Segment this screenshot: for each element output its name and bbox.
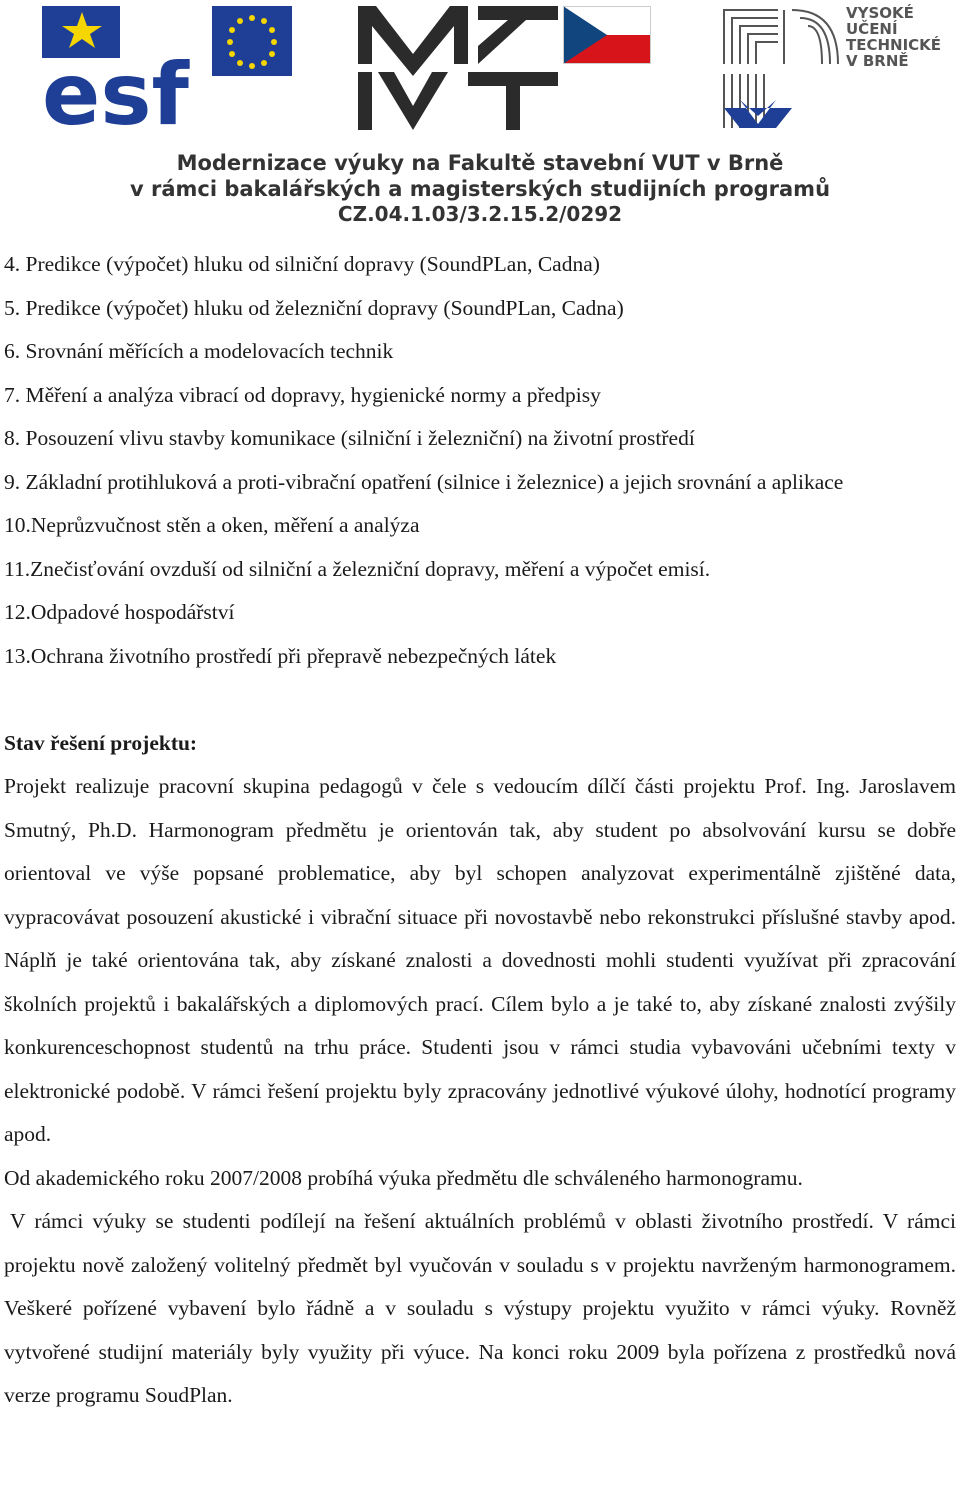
esf-eu-logo [42,6,292,130]
czech-flag-icon [563,6,651,64]
vut-line-2: UČENÍ [846,20,898,38]
esf-text: esf [42,45,189,130]
section-heading: Stav řešení projektu: [4,731,198,755]
list-item: 8. Posouzení vlivu stavby komunikace (silniční i železniční) na životní prostředí [4,426,695,450]
vut-line-1: VYSOKÉ [846,4,914,22]
list-item: 4. Predikce (výpočet) hluku od silniční dopravy (SoundPLan, Cadna) [4,252,600,276]
project-header [0,150,960,226]
paragraph: V rámci výuky se studenti podílejí na řešení aktuálních problémů v oblasti životního prostředí. V rámci projektu nově založený volitelný předmět byl vyučován v souladu s v projektu navrženým harmonogramem. Veškeré pořízené vybavení bylo řádně a v souladu s výstupy projektu využito v rámci výuky. Rovněž vytvořené studijní materiály byly využity při výuce. Na konci roku 2009 byla pořízena z prostředků nová verze programu SoudPlan. [4,1209,956,1407]
paragraph: Od akademického roku 2007/2008 probíhá výuka předmětu dle schváleného harmonogramu. [4,1165,803,1190]
vut-line-4: V BRNĚ [846,52,909,70]
list-item: 5. Predikce (výpočet) hluku od železniční dopravy (SoundPLan, Cadna) [4,295,624,320]
document-body [4,243,956,1418]
list-item: 13.Ochrana životního prostředí při přepravě nebezpečných látek [4,643,557,668]
header-line-3: CZ.04.1.03/3.2.15.2/0292 [337,202,623,226]
list-item: 10.Neprůzvučnost stěn a oken, měření a analýza [4,513,420,537]
list-item: 11.Znečisťování ovzduší od silniční a železniční dopravy, měření a výpočet emisí. [4,556,711,581]
list-item: 12.Odpadové hospodářství [4,600,235,624]
list-item: 9. Základní protihluková a proti-vibrační opatření (silnice i železnice) a jejich srovnání a aplikace [4,469,844,494]
vut-line-3: TECHNICKÉ [846,36,942,54]
vut-brno-logo [718,4,948,134]
list-item: 6. Srovnání měřících a modelovacích technik [4,339,394,363]
paragraph: Projekt realizuje pracovní skupina pedagogů v čele s vedoucím dílčí části projektu Prof. Ing. Jaroslavem Smutný, Ph.D. Harmonogram předmětu je orientován tak, aby student po absolvování kursu se dobře orientoval ve výše popsané problematice, aby byl schopen analyzovat experimentálně zjištěné data, vypracovávat posouzení akustické i vibrační situace při novostavbě nebo rekonstrukci příslušné stavby apod. Náplň je také orientována tak, aby získané znalosti a dovednosti mohli studenti využívat při zpracování školních projektů i bakalářských a diplomových prací. Cílem bylo a je také to, aby získané znalosti zvýšily konkurenceschopnost studentů na trhu práce. Studenti jsou v rámci studia vybavováni učebními texty v elektronické podobě. V rámci řešení projektu byly zpracovány jednotlivé výukové úlohy, hodnotící programy apod. [4,774,956,1146]
msmt-logo [358,6,558,130]
list-item: 7. Měření a analýza vibrací od dopravy, hygienické normy a předpisy [4,382,601,407]
header-line-1: Modernizace výuky na Fakultě stavební VUT v Brně [176,151,784,175]
header-line-2: v rámci bakalářských a magisterských studijních programů [129,177,831,201]
